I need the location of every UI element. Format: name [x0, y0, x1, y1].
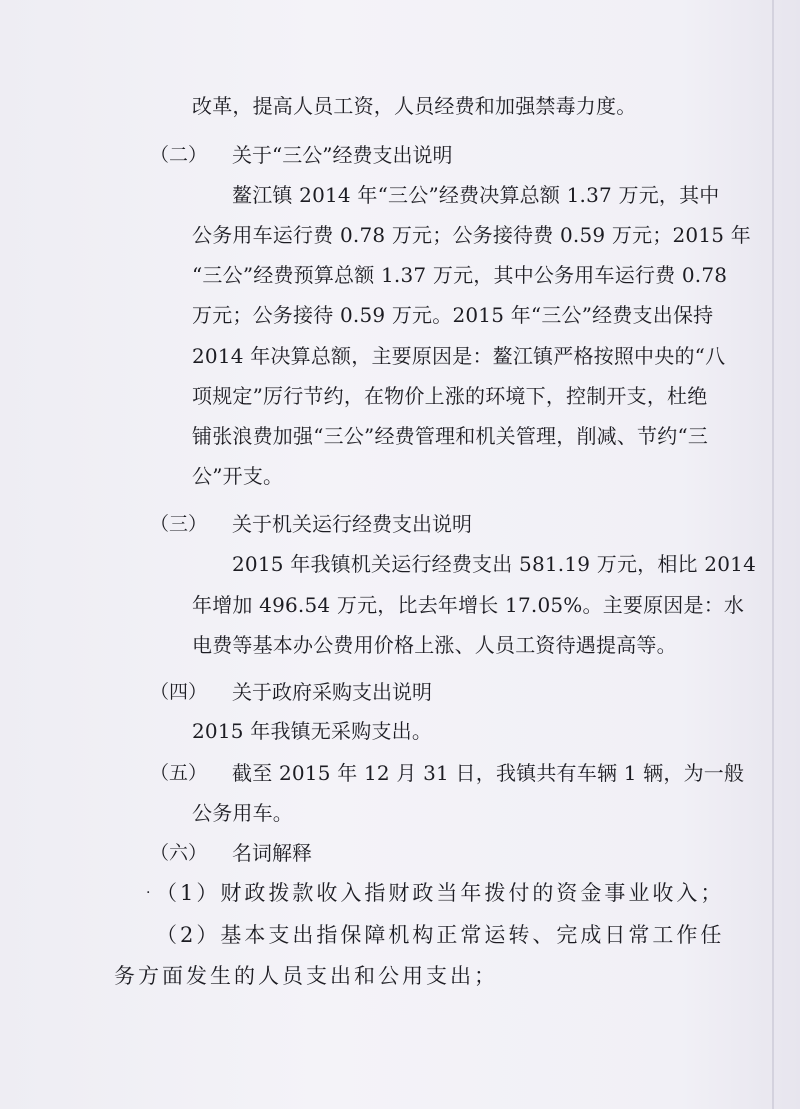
text-line: （2）基本支出指保障机构正常运转、完成日常工作任	[156, 923, 725, 947]
text-line: 截至 2015 年 12 月 31 日，我镇共有车辆 1 辆，为一般	[232, 761, 745, 785]
section-number: （五）	[150, 762, 208, 784]
text-line: 2015 年我镇无采购支出。	[192, 719, 433, 743]
text-line: 铺张浪费加强“三公”经费管理和机关管理，削减、节约“三	[192, 424, 709, 448]
scan-edge	[772, 0, 774, 1109]
section-number: （六）	[150, 842, 208, 864]
text-line: 年增加 496.54 万元，比去年增长 17.05%。主要原因是：水	[192, 593, 745, 617]
text-line: 2014 年决算总额，主要原因是：鳌江镇严格按照中央的“八	[192, 344, 726, 368]
margin-mark: .	[146, 881, 151, 897]
text-line: 鳌江镇 2014 年“三公”经费决算总额 1.37 万元，其中	[232, 183, 720, 207]
section-number: （四）	[150, 681, 208, 703]
text-line: （1）财政拨款收入指财政当年拨付的资金事业收入；	[156, 881, 725, 905]
text-line: 公务用车运行费 0.78 万元；公务接待费 0.59 万元；2015 年	[192, 223, 751, 247]
text-line: 项规定”厉行节约，在物价上涨的环境下，控制开支，杜绝	[192, 384, 708, 408]
text-line: 务方面发生的人员支出和公用支出；	[114, 964, 498, 988]
section-title: 关于“三公”经费支出说明	[232, 143, 453, 167]
text-line: 2015 年我镇机关运行经费支出 581.19 万元，相比 2014	[232, 552, 757, 576]
section-number: （二）	[150, 144, 208, 166]
text-line: 改革，提高人员工资，人员经费和加强禁毒力度。	[192, 94, 637, 118]
text-line: 电费等基本办公费用价格上涨、人员工资待遇提高等。	[192, 633, 677, 657]
section-number: （三）	[150, 513, 208, 535]
text-line: “三公”经费预算总额 1.37 万元，其中公务用车运行费 0.78	[192, 263, 728, 287]
section-title: 名词解释	[232, 841, 312, 865]
section-title: 关于机关运行经费支出说明	[232, 512, 472, 536]
text-line: 公务用车。	[192, 801, 293, 825]
text-line: 公”开支。	[192, 464, 284, 488]
text-line: 万元；公务接待 0.59 万元。2015 年“三公”经费支出保持	[192, 303, 714, 327]
section-title: 关于政府采购支出说明	[232, 680, 432, 704]
